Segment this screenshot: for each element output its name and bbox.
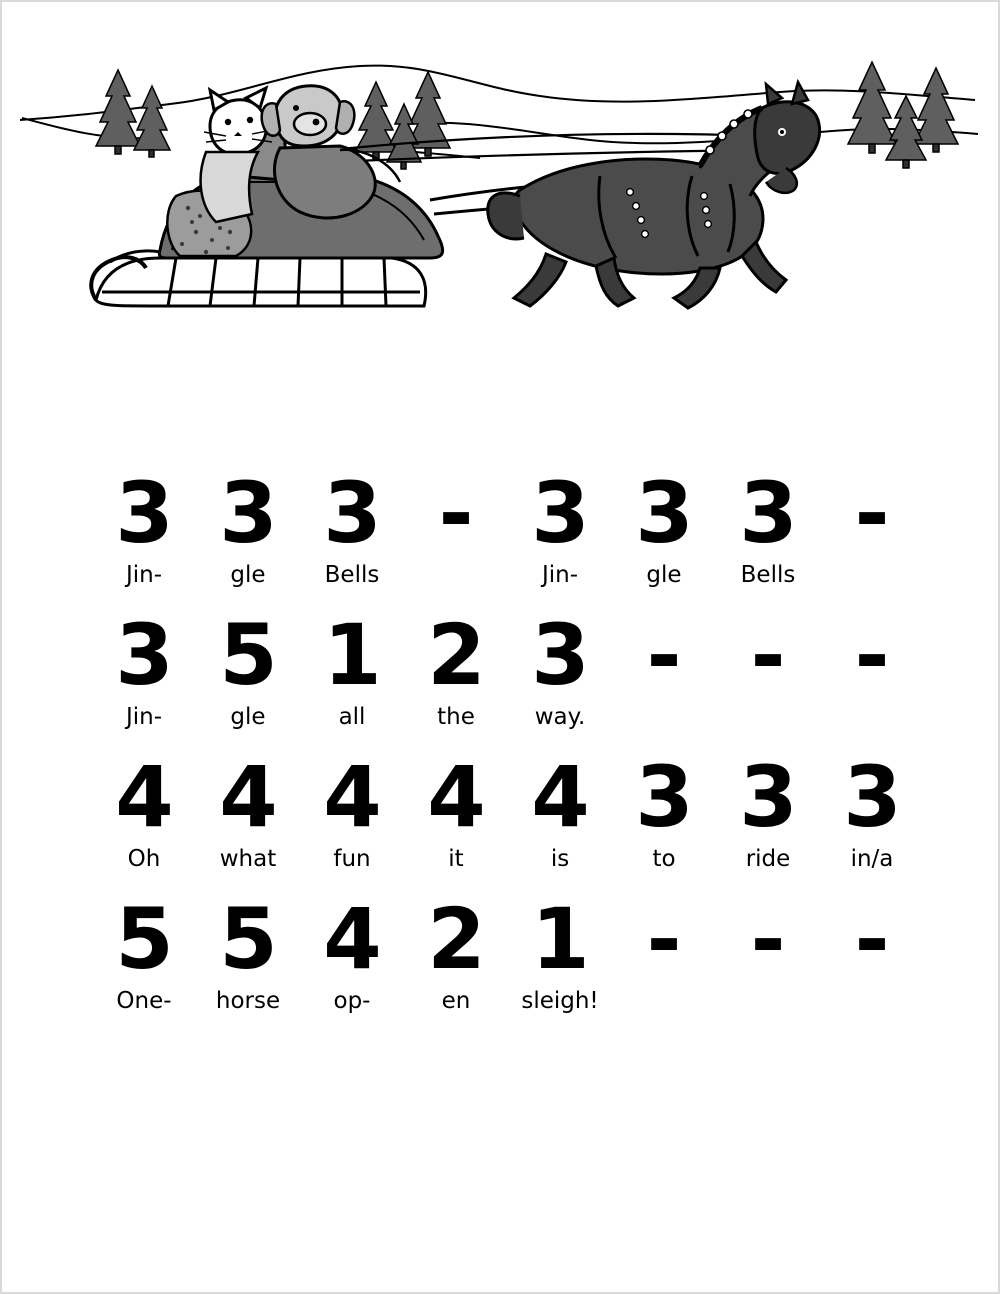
note-rest-dash: -: [854, 890, 890, 988]
note-rest-dash: -: [438, 464, 474, 562]
note-number: 1: [323, 606, 381, 704]
note-lyric: it: [448, 846, 464, 872]
note-number: 5: [115, 890, 173, 988]
note-cell: [612, 890, 716, 1016]
note-lyric: what: [219, 846, 277, 872]
note-cell: [196, 606, 300, 732]
note-number: 3: [843, 748, 901, 846]
note-cell: [404, 748, 508, 874]
note-lyric: is: [550, 846, 570, 872]
note-cell: [300, 748, 404, 874]
note-cell: [716, 748, 820, 874]
note-number: 3: [115, 464, 173, 562]
note-rest-dash: -: [854, 606, 890, 704]
note-lyric: the: [437, 704, 475, 730]
note-lyric: Jin-: [125, 562, 163, 588]
note-number: 3: [219, 464, 277, 562]
note-cell: [716, 606, 820, 732]
pine-trees-right: [848, 62, 958, 168]
note-cell: [820, 748, 924, 874]
note-number: 3: [635, 464, 693, 562]
note-number: 1: [531, 890, 589, 988]
note-cell: [300, 890, 404, 1016]
note-cell: [92, 890, 196, 1016]
note-number: 3: [531, 464, 589, 562]
note-cell: [508, 748, 612, 874]
note-number: 3: [115, 606, 173, 704]
note-rest-dash: -: [854, 464, 890, 562]
note-number: 3: [739, 748, 797, 846]
note-rest-dash: -: [750, 890, 786, 988]
note-number: 5: [219, 606, 277, 704]
note-lyric: gle: [646, 562, 682, 588]
note-cell: [508, 606, 612, 732]
note-cell: [300, 606, 404, 732]
note-lyric: way.: [534, 704, 586, 730]
note-cell: [612, 748, 716, 874]
note-rest-dash: -: [646, 890, 682, 988]
note-cell: [612, 464, 716, 590]
note-rest-dash: -: [646, 606, 682, 704]
note-number: 2: [427, 606, 485, 704]
pine-trees-left: [96, 70, 170, 157]
note-cell: [820, 464, 924, 590]
song-line: [0, 464, 1000, 590]
song-line: [0, 606, 1000, 732]
note-number: 5: [219, 890, 277, 988]
song-line: [0, 748, 1000, 874]
note-cell: [300, 464, 404, 590]
note-cell: [196, 748, 300, 874]
note-number: 3: [635, 748, 693, 846]
note-lyric: Bells: [740, 562, 796, 588]
song-line: [0, 890, 1000, 1016]
note-lyric: to: [652, 846, 676, 872]
note-lyric: ride: [745, 846, 791, 872]
note-lyric: Bells: [324, 562, 380, 588]
note-number: 4: [219, 748, 277, 846]
note-number: 3: [739, 464, 797, 562]
note-cell: [92, 748, 196, 874]
note-cell: [92, 606, 196, 732]
note-lyric: fun: [333, 846, 371, 872]
note-cell: [404, 606, 508, 732]
note-cell: [404, 890, 508, 1016]
note-cell: [404, 464, 508, 590]
note-lyric: Oh: [127, 846, 161, 872]
note-number: 3: [531, 606, 589, 704]
note-cell: [196, 890, 300, 1016]
note-cell: [716, 890, 820, 1016]
note-lyric: gle: [230, 562, 266, 588]
note-lyric: Jin-: [125, 704, 163, 730]
song-number-grid: [0, 464, 1000, 1038]
horse: [488, 82, 820, 308]
note-cell: [716, 464, 820, 590]
note-number: 4: [427, 748, 485, 846]
note-lyric: Jin-: [541, 562, 579, 588]
sleigh-illustration: [0, 0, 1000, 420]
note-number: 2: [427, 890, 485, 988]
note-lyric: all: [338, 704, 366, 730]
note-lyric: horse: [215, 988, 281, 1014]
note-lyric: op-: [333, 988, 371, 1014]
note-lyric: in/a: [850, 846, 894, 872]
note-number: 3: [323, 464, 381, 562]
note-cell: [508, 464, 612, 590]
note-cell: [820, 890, 924, 1016]
note-cell: [92, 464, 196, 590]
note-lyric: sleigh!: [521, 988, 599, 1014]
note-number: 4: [323, 890, 381, 988]
note-cell: [508, 890, 612, 1016]
note-cell: [196, 464, 300, 590]
note-number: 4: [323, 748, 381, 846]
note-cell: [612, 606, 716, 732]
note-lyric: en: [441, 988, 471, 1014]
note-cell: [820, 606, 924, 732]
note-number: 4: [115, 748, 173, 846]
note-rest-dash: -: [750, 606, 786, 704]
note-lyric: One-: [116, 988, 172, 1014]
note-lyric: gle: [230, 704, 266, 730]
note-number: 4: [531, 748, 589, 846]
